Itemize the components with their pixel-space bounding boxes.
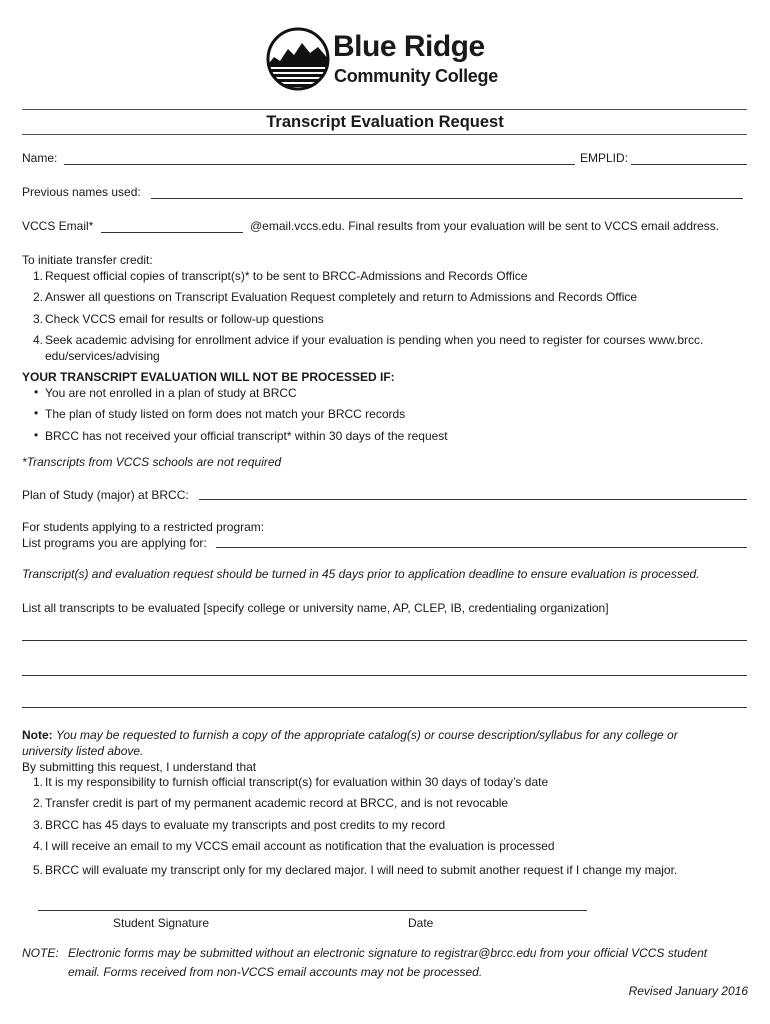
transcripts-list-field[interactable] (22, 640, 747, 641)
understand-item: Transfer credit is part of my permanent academic record at BRCC, and is not revocable (45, 796, 509, 810)
understand-item: It is my responsibility to furnish official transcript(s) for evaluation within 30 days of today’s date (45, 775, 549, 789)
initiate-number: 1. (33, 269, 44, 283)
programs-applying-label: List programs you are applying for: (22, 536, 207, 550)
transcripts-footnote: *Transcripts from VCCS schools are not required (22, 455, 282, 469)
note-text-continued: university listed above. (22, 744, 144, 758)
restricted-program-label: For students applying to a restricted program: (22, 520, 265, 534)
name-field[interactable] (64, 164, 575, 165)
understand-number: 2. (33, 796, 44, 810)
logo-name-line1: Blue Ridge (333, 30, 485, 63)
name-label: Name: (22, 151, 58, 165)
previous-names-field[interactable] (151, 198, 743, 199)
vccs-email-label: VCCS Email* (22, 219, 94, 233)
note-line1 (22, 728, 678, 742)
note-label: Note: (22, 728, 53, 742)
note-text: You may be requested to furnish a copy of the appropriate catalog(s) or course description/syllabus for any college or (56, 728, 678, 742)
signature-date-field[interactable] (38, 910, 587, 911)
understand-item: I will receive an email to my VCCS email account as notification that the evaluation is processed (45, 839, 555, 853)
understand-number: 5. (33, 863, 44, 877)
understand-number: 3. (33, 818, 44, 832)
initiate-step: Seek academic advising for enrollment advice if your evaluation is pending when you need to register for courses www.brcc. (45, 333, 704, 347)
logo-name-line2: Community College (334, 66, 498, 86)
emplid-label: EMPLID: (580, 151, 629, 165)
bullet-icon: • (34, 385, 39, 399)
initiate-number: 2. (33, 290, 44, 304)
not-processed-item: You are not enrolled in a plan of study at BRCC (45, 386, 297, 400)
revised-date: Revised January 2016 (628, 984, 748, 998)
initiate-heading: To initiate transfer credit: (22, 253, 153, 267)
understand-statement: By submitting this request, I understand that (22, 760, 257, 774)
footer-note-label: NOTE: (22, 946, 59, 960)
not-processed-item: BRCC has not received your official transcript* within 30 days of the request (45, 429, 448, 443)
footer-note-line2: email. Forms received from non-VCCS email accounts may not be processed. (68, 965, 483, 979)
understand-item: BRCC will evaluate my transcript only for my declared major. I will need to submit another request if I change my major. (45, 863, 678, 877)
not-processed-item: The plan of study listed on form does not match your BRCC records (45, 407, 406, 421)
bullet-icon: • (34, 428, 39, 442)
email-domain-note: @email.vccs.edu. Final results from your evaluation will be sent to VCCS email address. (250, 219, 720, 233)
understand-item: BRCC has 45 days to evaluate my transcripts and post credits to my record (45, 818, 446, 832)
previous-names-label: Previous names used: (22, 185, 141, 199)
bullet-icon: • (34, 406, 39, 420)
initiate-step: Answer all questions on Transcript Evaluation Request completely and return to Admissions and Records Office (45, 290, 638, 304)
date-label: Date (408, 916, 434, 930)
footer-note-line1: Electronic forms may be submitted without an electronic signature to registrar@brcc.edu from your official VCCS student (68, 946, 708, 960)
title-top-rule (22, 109, 747, 110)
initiate-number: 4. (33, 333, 44, 347)
vccs-email-field[interactable] (101, 232, 243, 233)
plan-of-study-field[interactable] (199, 499, 747, 500)
initiate-number: 3. (33, 312, 44, 326)
form-title: Transcript Evaluation Request (266, 113, 504, 131)
understand-number: 1. (33, 775, 44, 789)
transcripts-list-field[interactable] (22, 707, 747, 708)
mountain-sun-emblem-icon (266, 27, 330, 91)
understand-number: 4. (33, 839, 44, 853)
initiate-step: Request official copies of transcript(s)* to be sent to BRCC-Admissions and Records Office (45, 269, 528, 283)
transcripts-list-field[interactable] (22, 675, 747, 676)
deadline-note: Transcript(s) and evaluation request should be turned in 45 days prior to application deadline to ensure evaluation is processed. (22, 567, 700, 581)
initiate-step: Check VCCS email for results or follow-up questions (45, 312, 324, 326)
student-signature-label: Student Signature (113, 916, 210, 930)
plan-of-study-label: Plan of Study (major) at BRCC: (22, 488, 189, 502)
initiate-step-continued: edu/services/advising (45, 349, 160, 363)
programs-applying-field[interactable] (216, 547, 747, 548)
title-bottom-rule (22, 134, 747, 135)
emplid-field[interactable] (631, 164, 747, 165)
transcripts-list-label: List all transcripts to be evaluated [specify college or university name, AP, CLEP, IB, credentialing organization] (22, 601, 609, 615)
not-processed-heading: YOUR TRANSCRIPT EVALUATION WILL NOT BE PROCESSED IF: (22, 370, 395, 384)
